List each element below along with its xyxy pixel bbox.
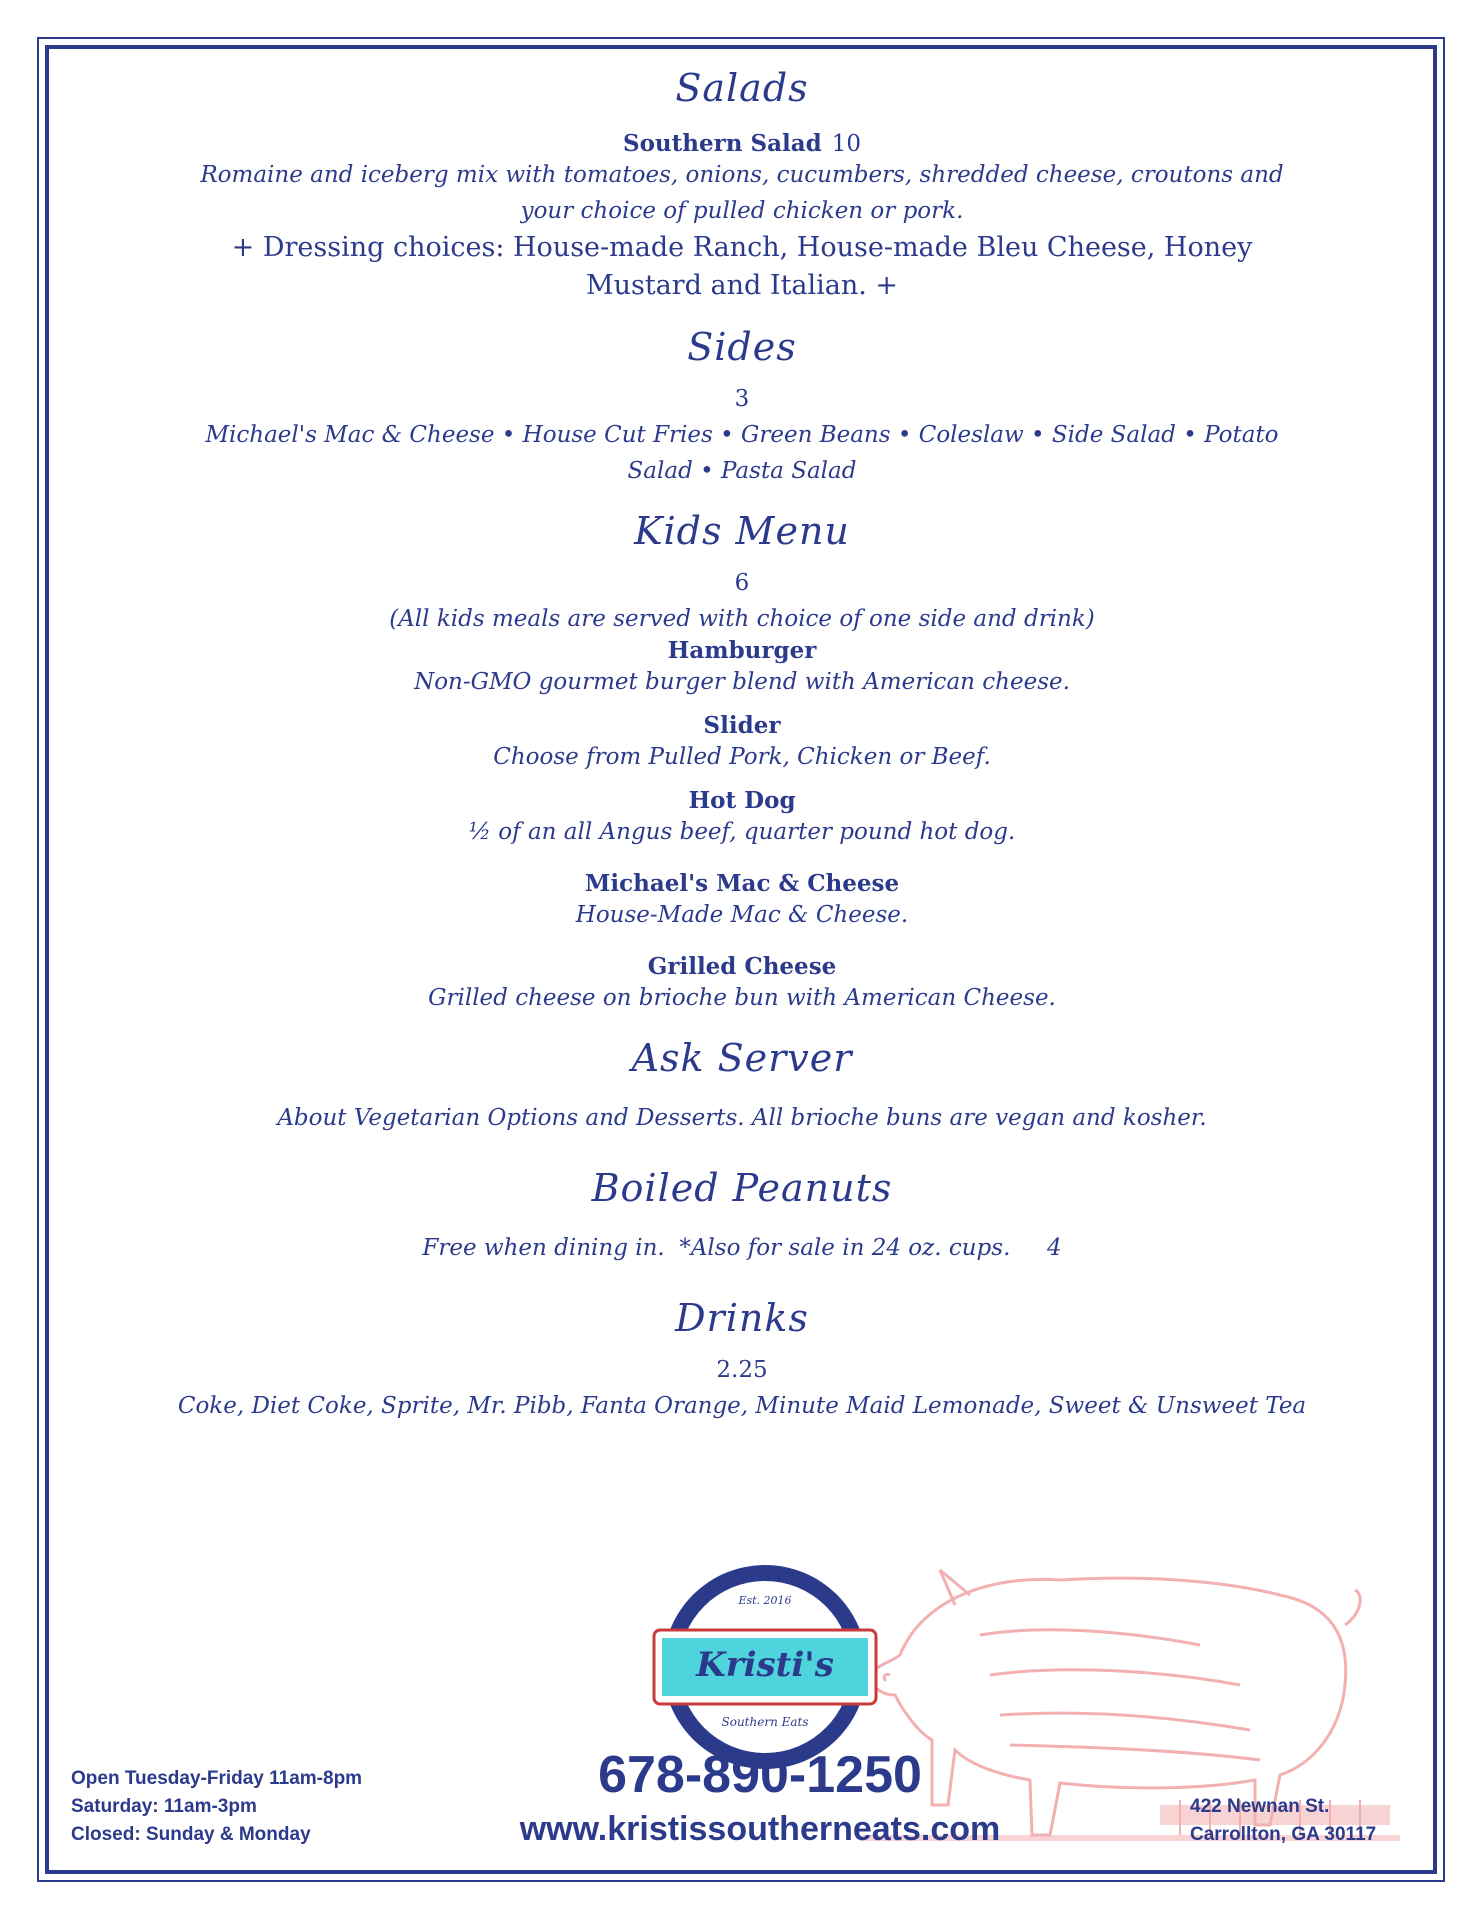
peanuts-heading: Boiled Peanuts (591, 1166, 893, 1210)
kids-item-desc: ½ of an all Angus beef, quarter pound hot dog. (468, 819, 1016, 845)
salad-description: Romaine and iceberg mix with tomatoes, onions, cucumbers, shredded cheese, croutons and your choice of pulled chicken or pork. (200, 162, 1284, 224)
address-line: Carrollton, GA 30117 (1190, 1824, 1377, 1845)
sides-price: 3 (734, 386, 750, 412)
address-block (1190, 1793, 1376, 1849)
kids-heading: Kids Menu (634, 509, 850, 553)
drinks-list: Coke, Diet Coke, Sprite, Mr. Pibb, Fanta Orange, Minute Maid Lemonade, Sweet & Unsweet Tea (177, 1393, 1307, 1419)
sides-heading: Sides (687, 325, 797, 369)
hours-line: Closed: Sunday & Monday (71, 1824, 311, 1845)
ask-server-text: About Vegetarian Options and Desserts. All brioche buns are vegan and kosher. (277, 1105, 1207, 1131)
kids-price: 6 (734, 570, 750, 596)
logo-tagline: Southern Eats (721, 1715, 809, 1729)
kids-item-name: Michael's Mac & Cheese (584, 870, 900, 897)
hours-line: Open Tuesday-Friday 11am-8pm (71, 1768, 363, 1789)
menu-content (90, 60, 1394, 1424)
website-link[interactable]: www.kristissoutherneats.com (519, 1810, 1001, 1848)
kids-item-desc: Choose from Pulled Pork, Chicken or Beef. (493, 744, 991, 770)
logo-name: Kristi's (696, 1645, 834, 1685)
salad-dressing: + Dressing choices: House-made Ranch, House-made Bleu Cheese, Honey Mustard and Italian. + (231, 232, 1253, 301)
salad-item-title (90, 130, 1394, 157)
sides-list: Michael's Mac & Cheese • House Cut Fries • Green Beans • Coleslaw • Side Salad • Potato Salad • Pasta Salad (205, 422, 1279, 484)
ask-server-heading: Ask Server (631, 1036, 853, 1080)
kids-item-name: Hamburger (667, 637, 817, 664)
kids-item-name: Hot Dog (688, 787, 796, 814)
phone-number[interactable]: 678-890-1250 (598, 1746, 922, 1804)
hours-line: Saturday: 11am-3pm (71, 1796, 257, 1817)
drinks-price: 2.25 (716, 1357, 768, 1383)
hours-block (71, 1765, 362, 1849)
salad-item-name: Southern Salad (622, 130, 822, 157)
salad-item-price: 10 (831, 131, 861, 157)
logo-est: Est. 2016 (738, 1594, 792, 1607)
salads-heading: Salads (675, 66, 809, 110)
kids-item-desc: Non-GMO gourmet burger blend with American cheese. (414, 669, 1070, 695)
kristis-logo (650, 1560, 880, 1775)
peanuts-text: Free when dining in. *Also for sale in 24 oz. cups. 4 (422, 1235, 1062, 1261)
kids-item-name: Slider (703, 712, 781, 739)
address-line: 422 Newnan St. (1190, 1796, 1330, 1817)
kids-note: (All kids meals are served with choice of one side and drink) (389, 606, 1095, 632)
kids-item-desc: Grilled cheese on brioche bun with American Cheese. (428, 985, 1056, 1011)
drinks-heading: Drinks (675, 1296, 809, 1340)
kids-item-name: Grilled Cheese (647, 953, 837, 980)
kids-item-desc: House-Made Mac & Cheese. (575, 902, 909, 928)
